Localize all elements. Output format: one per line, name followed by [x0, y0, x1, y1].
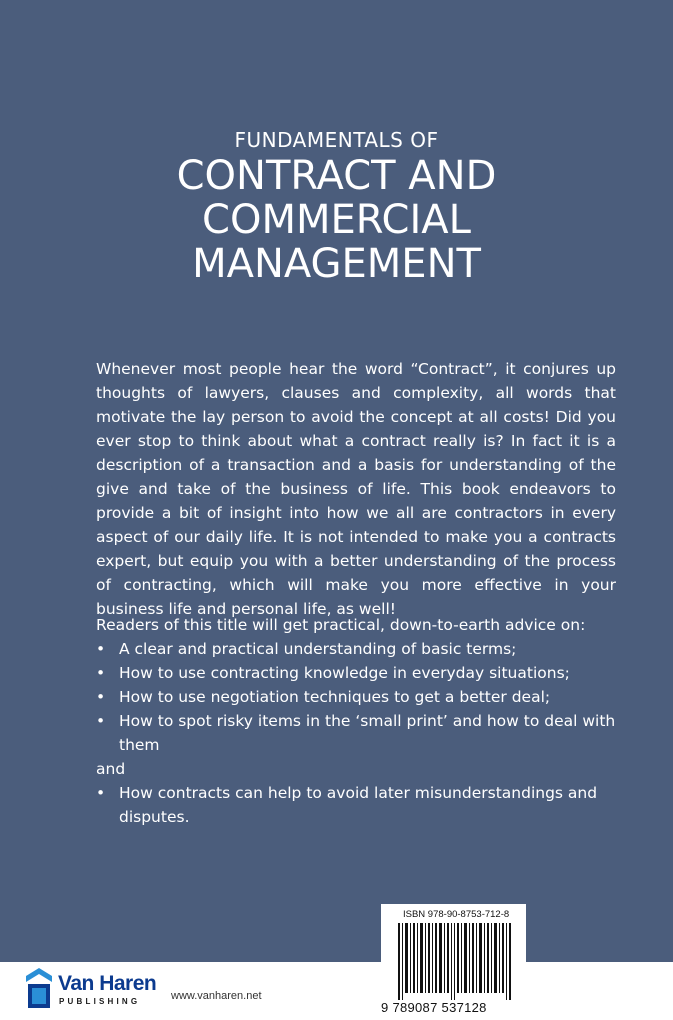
book-title	[0, 127, 673, 285]
barcode-number: 9 789087 537128	[381, 1000, 487, 1015]
title-line-2: CONTRACT AND	[176, 153, 497, 199]
title-line-1: FUNDAMENTALS OF	[234, 128, 439, 152]
bullet-icon: •	[96, 664, 106, 682]
list-item	[96, 781, 641, 829]
advice-list	[96, 637, 641, 829]
publisher-name: Van Haren	[58, 972, 157, 995]
van-haren-logo-icon	[26, 968, 52, 1008]
list-item-text: How to use negotiation techniques to get a better deal;	[119, 688, 551, 706]
list-item-text: How to spot risky items in the ‘small print’ and how to deal with them	[119, 712, 616, 754]
bullet-icon: •	[96, 712, 106, 730]
list-item	[96, 637, 641, 661]
publisher-logo[interactable]	[26, 966, 161, 1010]
list-item	[96, 685, 641, 709]
title-line-4: MANAGEMENT	[192, 241, 481, 287]
list-item-text: A clear and practical understanding of basic terms;	[119, 640, 517, 658]
blurb-paragraph: Whenever most people hear the word “Contract”, it conjures up thoughts of lawyers, clauses and complexity, all words that motivate the lay person to avoid the concept at all costs! Did you ever stop to think about what a contract really is? In fact it is a description of a transaction and a basis for understanding of the give and take of the business of life. This book endeavors to provide a bit of insight into how we all are contractors in every aspect of our daily life. It is not intended to make you a contracts expert, but equip you with a better understanding of the process of contracting, which will make you more effective in your business life and personal life, as well!	[96, 360, 616, 618]
list-item-text: How contracts can help to avoid later misunderstandings and disputes.	[119, 784, 598, 826]
bullet-icon: •	[96, 784, 106, 802]
isbn-label: ISBN 978-90-8753-712-8	[403, 909, 510, 920]
bullet-icon: •	[96, 640, 106, 658]
list-item	[96, 661, 641, 685]
title-line-3: COMMERCIAL	[202, 197, 471, 243]
list-item-text: How to use contracting knowledge in everyday situations;	[119, 664, 570, 682]
bullet-icon: •	[96, 688, 106, 706]
list-item-continuation: and	[96, 760, 126, 778]
publisher-website-link[interactable]: www.vanharen.net	[171, 990, 262, 1002]
barcode-icon	[384, 923, 524, 1000]
publisher-subtitle: PUBLISHING	[59, 997, 141, 1006]
list-item	[96, 709, 641, 781]
advice-intro: Readers of this title will get practical, down-to-earth advice on:	[96, 616, 586, 634]
